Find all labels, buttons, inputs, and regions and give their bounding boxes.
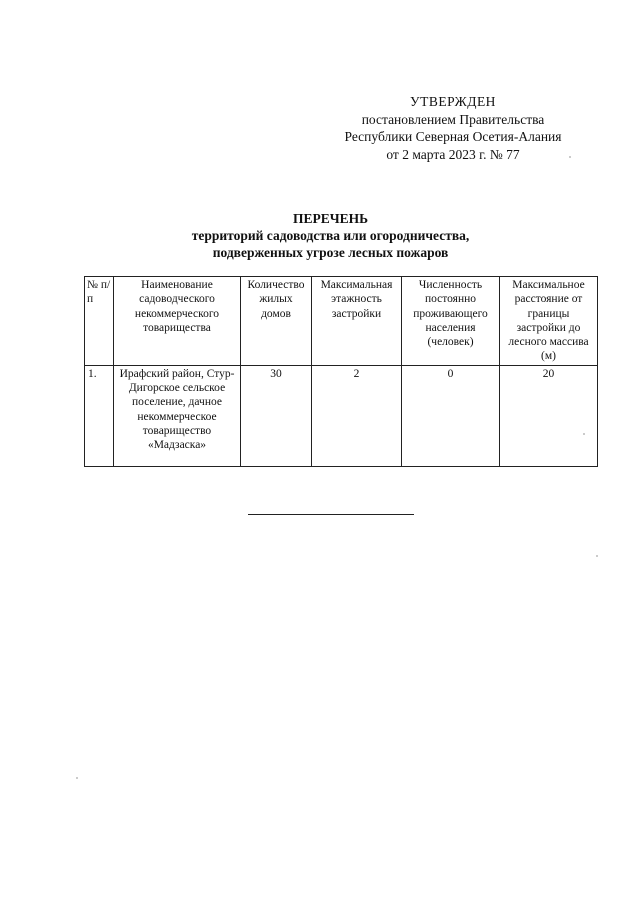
- header-number: № п/п: [85, 277, 114, 366]
- header-floors: Максимальная этажность застройки: [312, 277, 402, 366]
- cell-population: 0: [402, 365, 500, 466]
- cell-name: Ирафский район, Стур-Дигорское сельское поселение, дачное некоммерческое товарищество «Мадзаска»: [114, 365, 241, 466]
- scan-speck: [596, 555, 598, 557]
- approval-status: УТВЕРЖДЕН: [410, 94, 496, 109]
- header-population: Численность постоянно проживающего населения (человек): [402, 277, 500, 366]
- approval-block: [330, 93, 576, 163]
- territories-table: [84, 276, 598, 467]
- cell-distance: 20: [500, 365, 598, 466]
- header-houses: Количество жилых домов: [241, 277, 312, 366]
- title-heading: ПЕРЕЧЕНЬ: [292, 211, 369, 226]
- table-row: [85, 365, 598, 466]
- scan-speck: [569, 156, 571, 158]
- cell-number: 1.: [85, 365, 114, 466]
- scan-speck: [76, 777, 78, 779]
- scan-speck: [583, 433, 585, 435]
- cell-houses: 30: [241, 365, 312, 466]
- header-distance: Максимальное расстояние от границы застройки до лесного массива (м): [500, 277, 598, 366]
- approval-date: от 2 марта 2023 г. № 77: [386, 146, 520, 162]
- approval-authority: постановлением Правительства: [361, 111, 545, 127]
- approval-region: Республики Северная Осетия-Алания: [344, 129, 562, 144]
- document-title: [0, 210, 640, 261]
- end-rule: [248, 514, 414, 515]
- cell-floors: 2: [312, 365, 402, 466]
- table-header-row: [85, 277, 598, 366]
- title-line-1: территорий садоводства или огородничества,: [191, 228, 470, 243]
- title-line-2: подверженных угрозе лесных пожаров: [212, 245, 449, 260]
- header-name: Наименование садоводческого некоммерческого товарищества: [114, 277, 241, 366]
